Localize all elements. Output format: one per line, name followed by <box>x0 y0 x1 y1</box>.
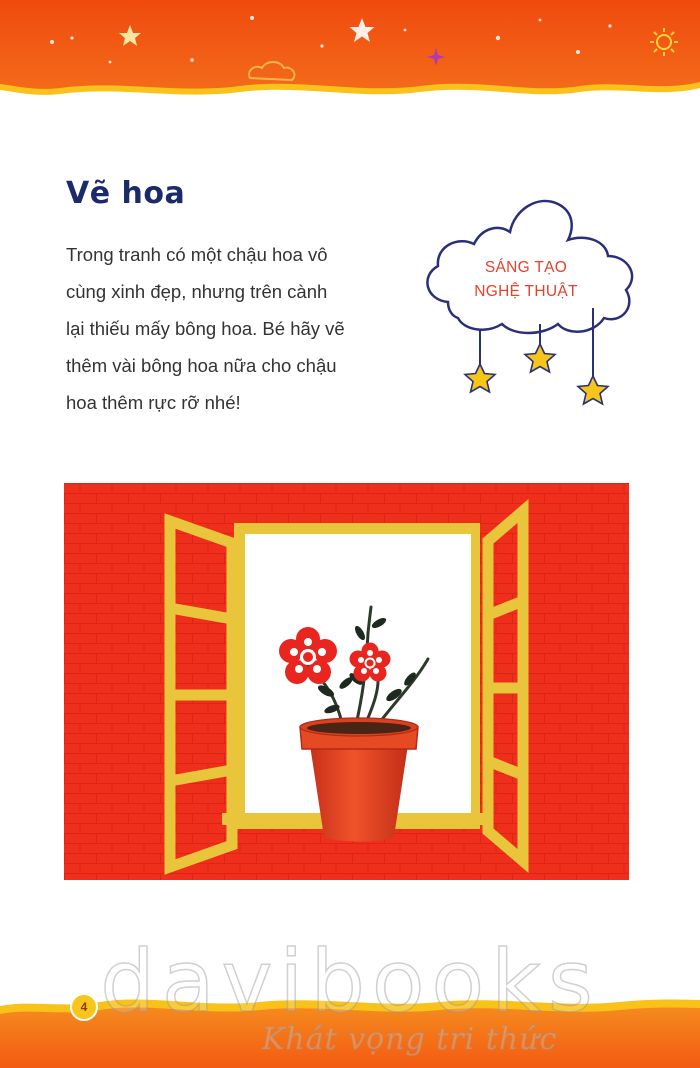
badge-line-1: SÁNG TẠO <box>484 259 568 276</box>
intro-line: hoa thêm rực rỡ nhé! <box>66 392 241 413</box>
badge-label <box>438 256 614 304</box>
intro-paragraph <box>66 236 396 421</box>
star-icon <box>525 344 555 372</box>
intro-line: thêm vài bông hoa nữa cho chậu <box>66 355 337 376</box>
intro-line: cùng xinh đẹp, nhưng trên cành <box>66 281 328 302</box>
badge-line-2: NGHỆ THUẬT <box>474 283 578 300</box>
page-number-badge: 4 <box>70 993 98 1021</box>
star-icon <box>465 364 495 392</box>
page-title: Vẽ hoa <box>66 176 186 211</box>
star-icon <box>578 376 608 404</box>
intro-line: Trong tranh có một chậu hoa vô <box>66 244 328 265</box>
intro-line: lại thiếu mấy bông hoa. Bé hãy vẽ <box>66 318 345 339</box>
window-flowerpot-illustration <box>64 483 629 880</box>
watermark-tagline: Khát vọng tri thức <box>262 1022 558 1057</box>
top-banner <box>0 0 700 110</box>
watermark-brand: davibooks <box>100 932 600 1032</box>
